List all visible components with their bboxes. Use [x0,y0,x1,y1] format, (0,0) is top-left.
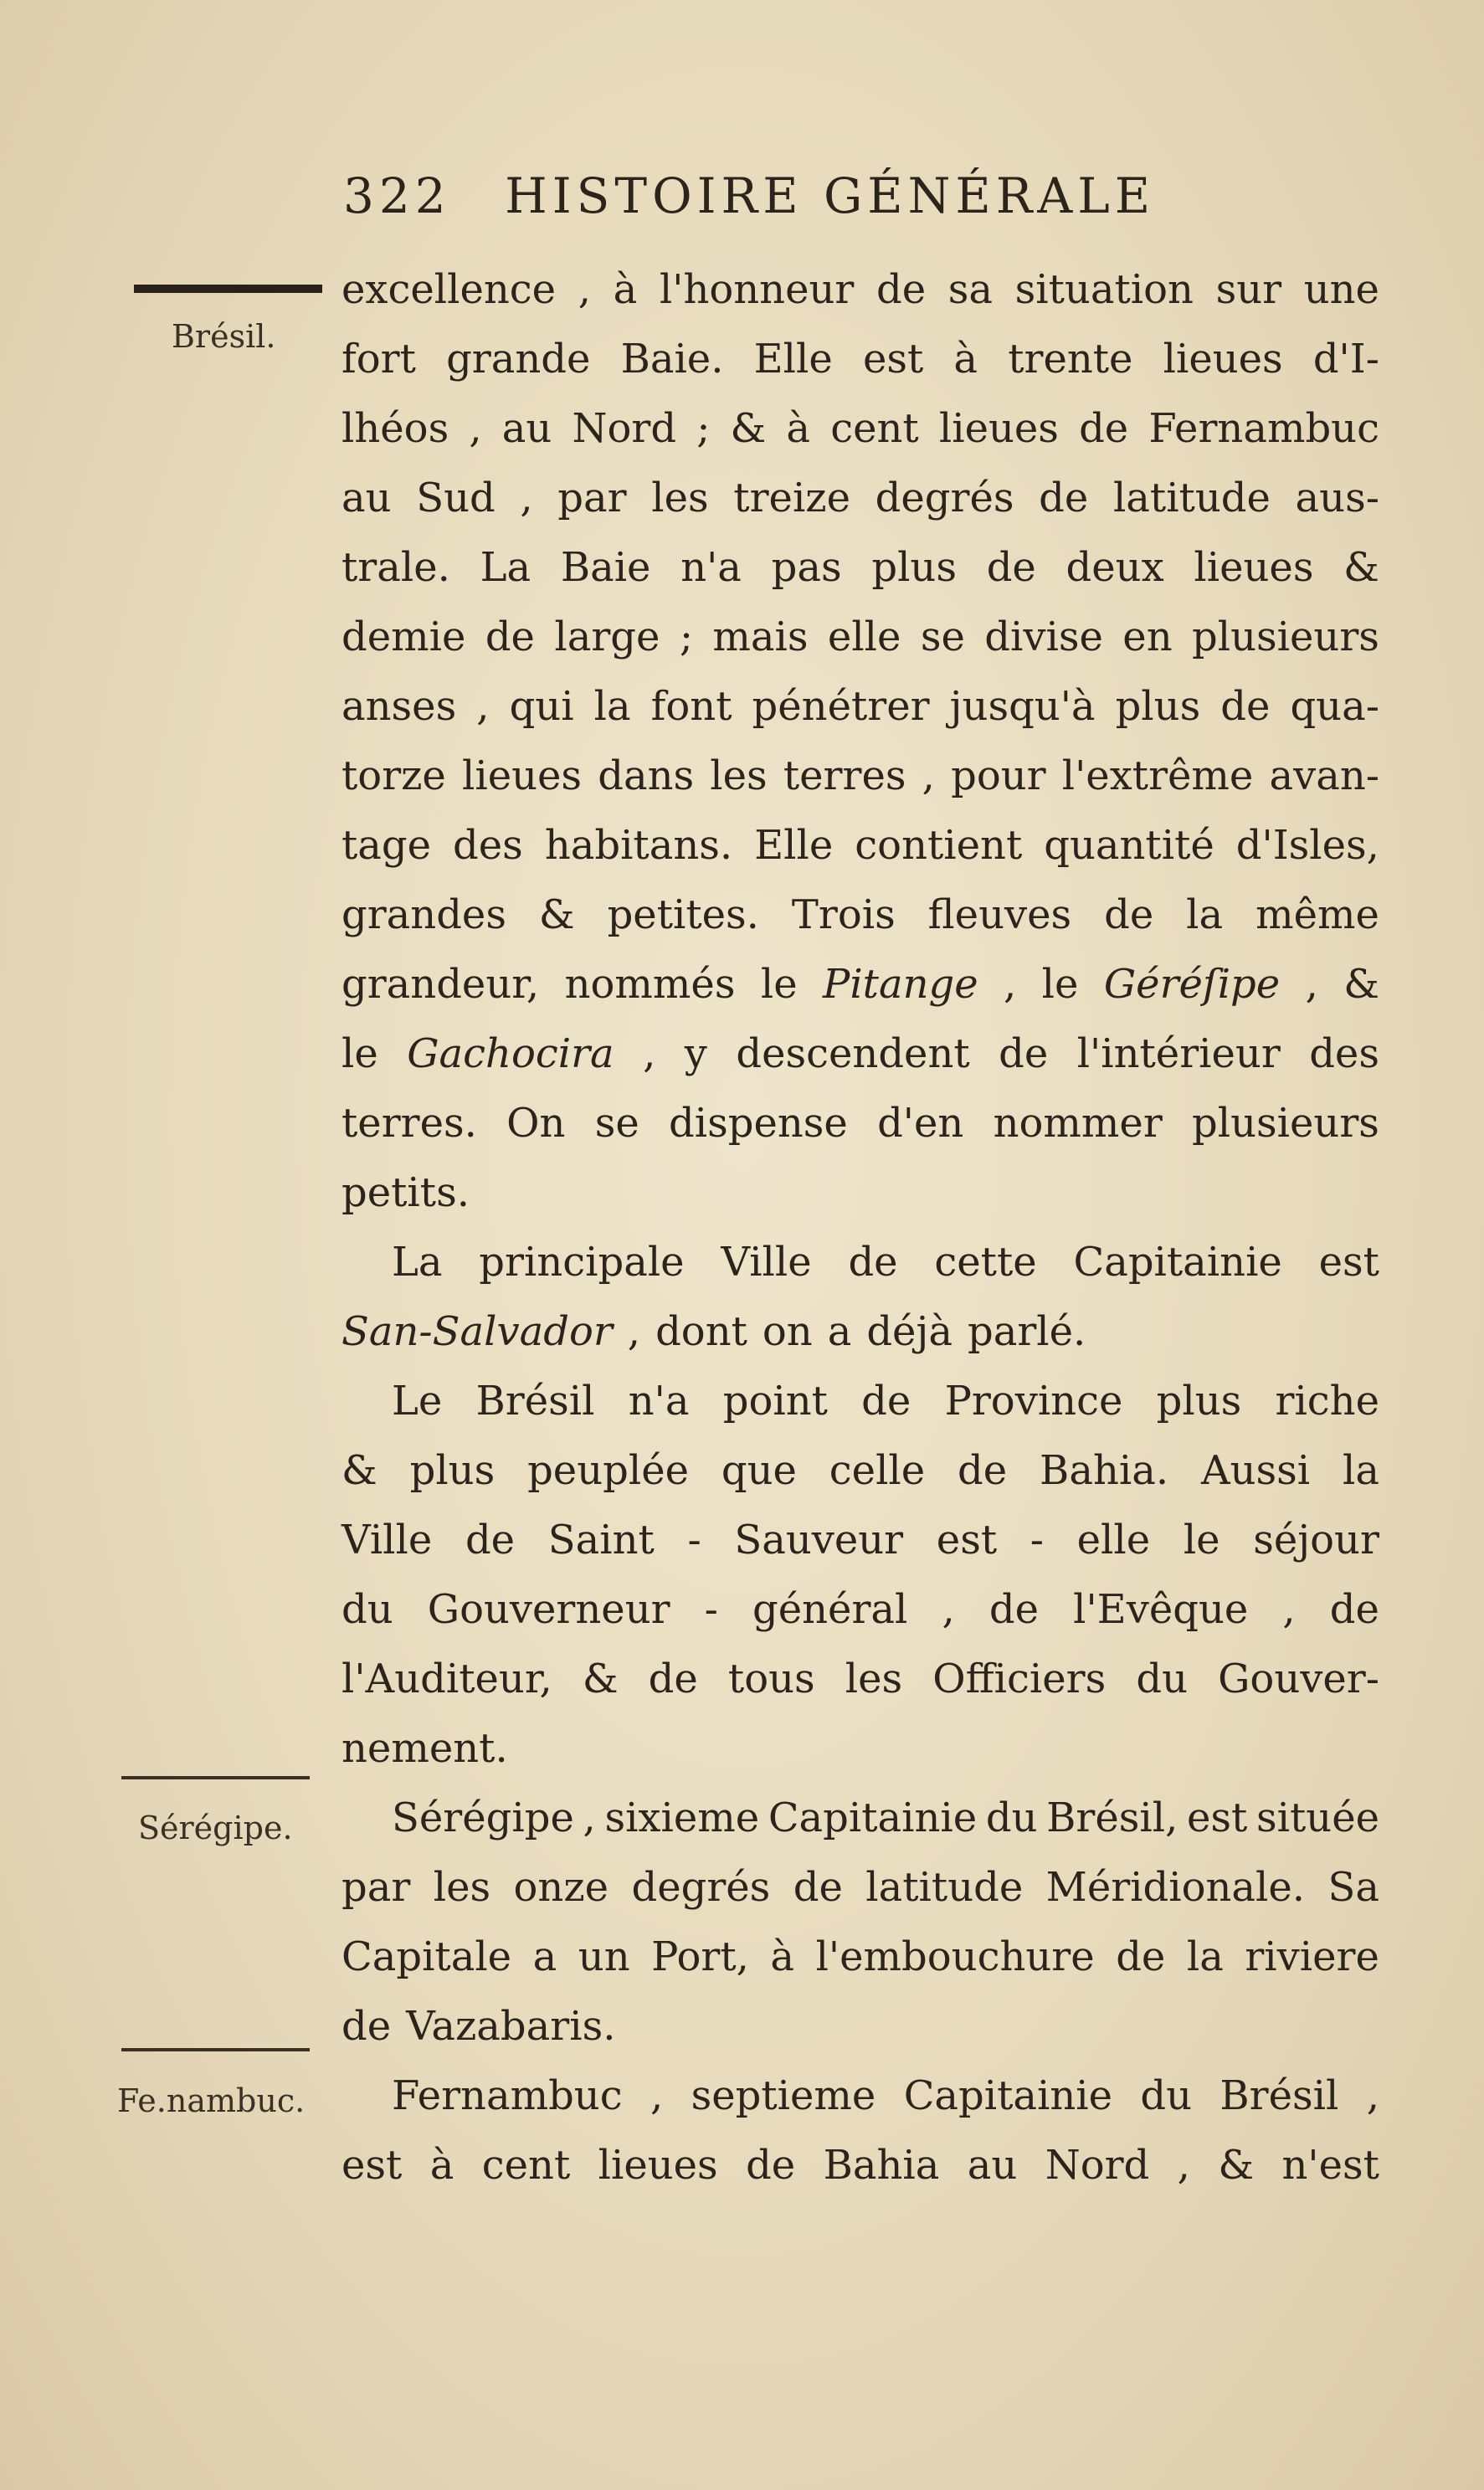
body-text [341,255,1379,2200]
text-line: Fernambuc , septieme Capitainie du Brésil , [392,2072,1379,2119]
text-line: anses , qui la font pénétrer jusqu'à plus de qua- [341,683,1379,730]
text-line: La principale Ville de cette Capitainie est [392,1239,1379,1286]
running-title: HISTOIRE GÉNÉRALE [505,167,1156,224]
text-line: torze lieues dans les terres , pour l'extrême avan- [341,752,1379,799]
text-line: fort grande Baie. Elle est à trente lieues d'I- [341,336,1379,382]
margin-rule-fernambuc [121,2048,310,2051]
text-line: demie de large ; mais elle se divise en plusieurs [341,614,1379,660]
margin-note-fernambuc: Fe.nambuc. [117,2082,306,2119]
text-line: Le Brésil n'a point de Province plus riche [392,1378,1379,1425]
text-line: le Gachocira , y descendent de l'intérieur des [341,1030,1379,1077]
text-line: trale. La Baie n'a pas plus de deux lieues & [341,544,1379,591]
margin-rule-bresil [134,285,322,293]
page-number: 322 [343,167,451,224]
margin-rule-seregipe [121,1776,310,1779]
text-line: grandes & petites. Trois fleuves de la même [341,891,1379,938]
text-line: lhéos , au Nord ; & à cent lieues de Fernambuc [341,405,1379,452]
margin-note-seregipe: Sérégipe. [138,1810,293,1846]
running-header [343,167,1155,224]
text-line: San-Salvador , dont on a déjà parlé. [341,1308,1086,1355]
text-line: Capitale a un Port, à l'embouchure de la riviere [341,1933,1379,1980]
text-line: excellence , à l'honneur de sa situation sur une [341,266,1379,313]
text-line: terres. On se dispense d'en nommer plusieurs [341,1100,1379,1147]
text-line: par les onze degrés de latitude Méridionale. Sa [341,1864,1379,1911]
text-line: tage des habitans. Elle contient quantité d'Isles, [341,822,1379,869]
margin-note-bresil: Brésil. [172,318,276,355]
text-line: Sérégipe , sixieme Capitainie du Brésil, est située [392,1794,1379,1841]
text-line: petits. [341,1169,470,1216]
text-line: & plus peuplée que celle de Bahia. Aussi la [341,1447,1379,1494]
text-line: grandeur, nommés le Pitange , le Géréſipe , & [341,961,1379,1008]
text-line: est à cent lieues de Bahia au Nord , & n'est [341,2142,1379,2189]
text-line: Ville de Saint - Sauveur est - elle le séjour [341,1517,1379,1563]
text-line: l'Auditeur, & de tous les Officiers du Gouver- [341,1656,1379,1702]
text-line: nement. [341,1725,508,1772]
text-line: du Gouverneur - général , de l'Evêque , de [341,1586,1379,1633]
text-line: de Vazabaris. [341,2003,616,2050]
text-line: au Sud , par les treize degrés de latitude aus- [341,475,1379,521]
